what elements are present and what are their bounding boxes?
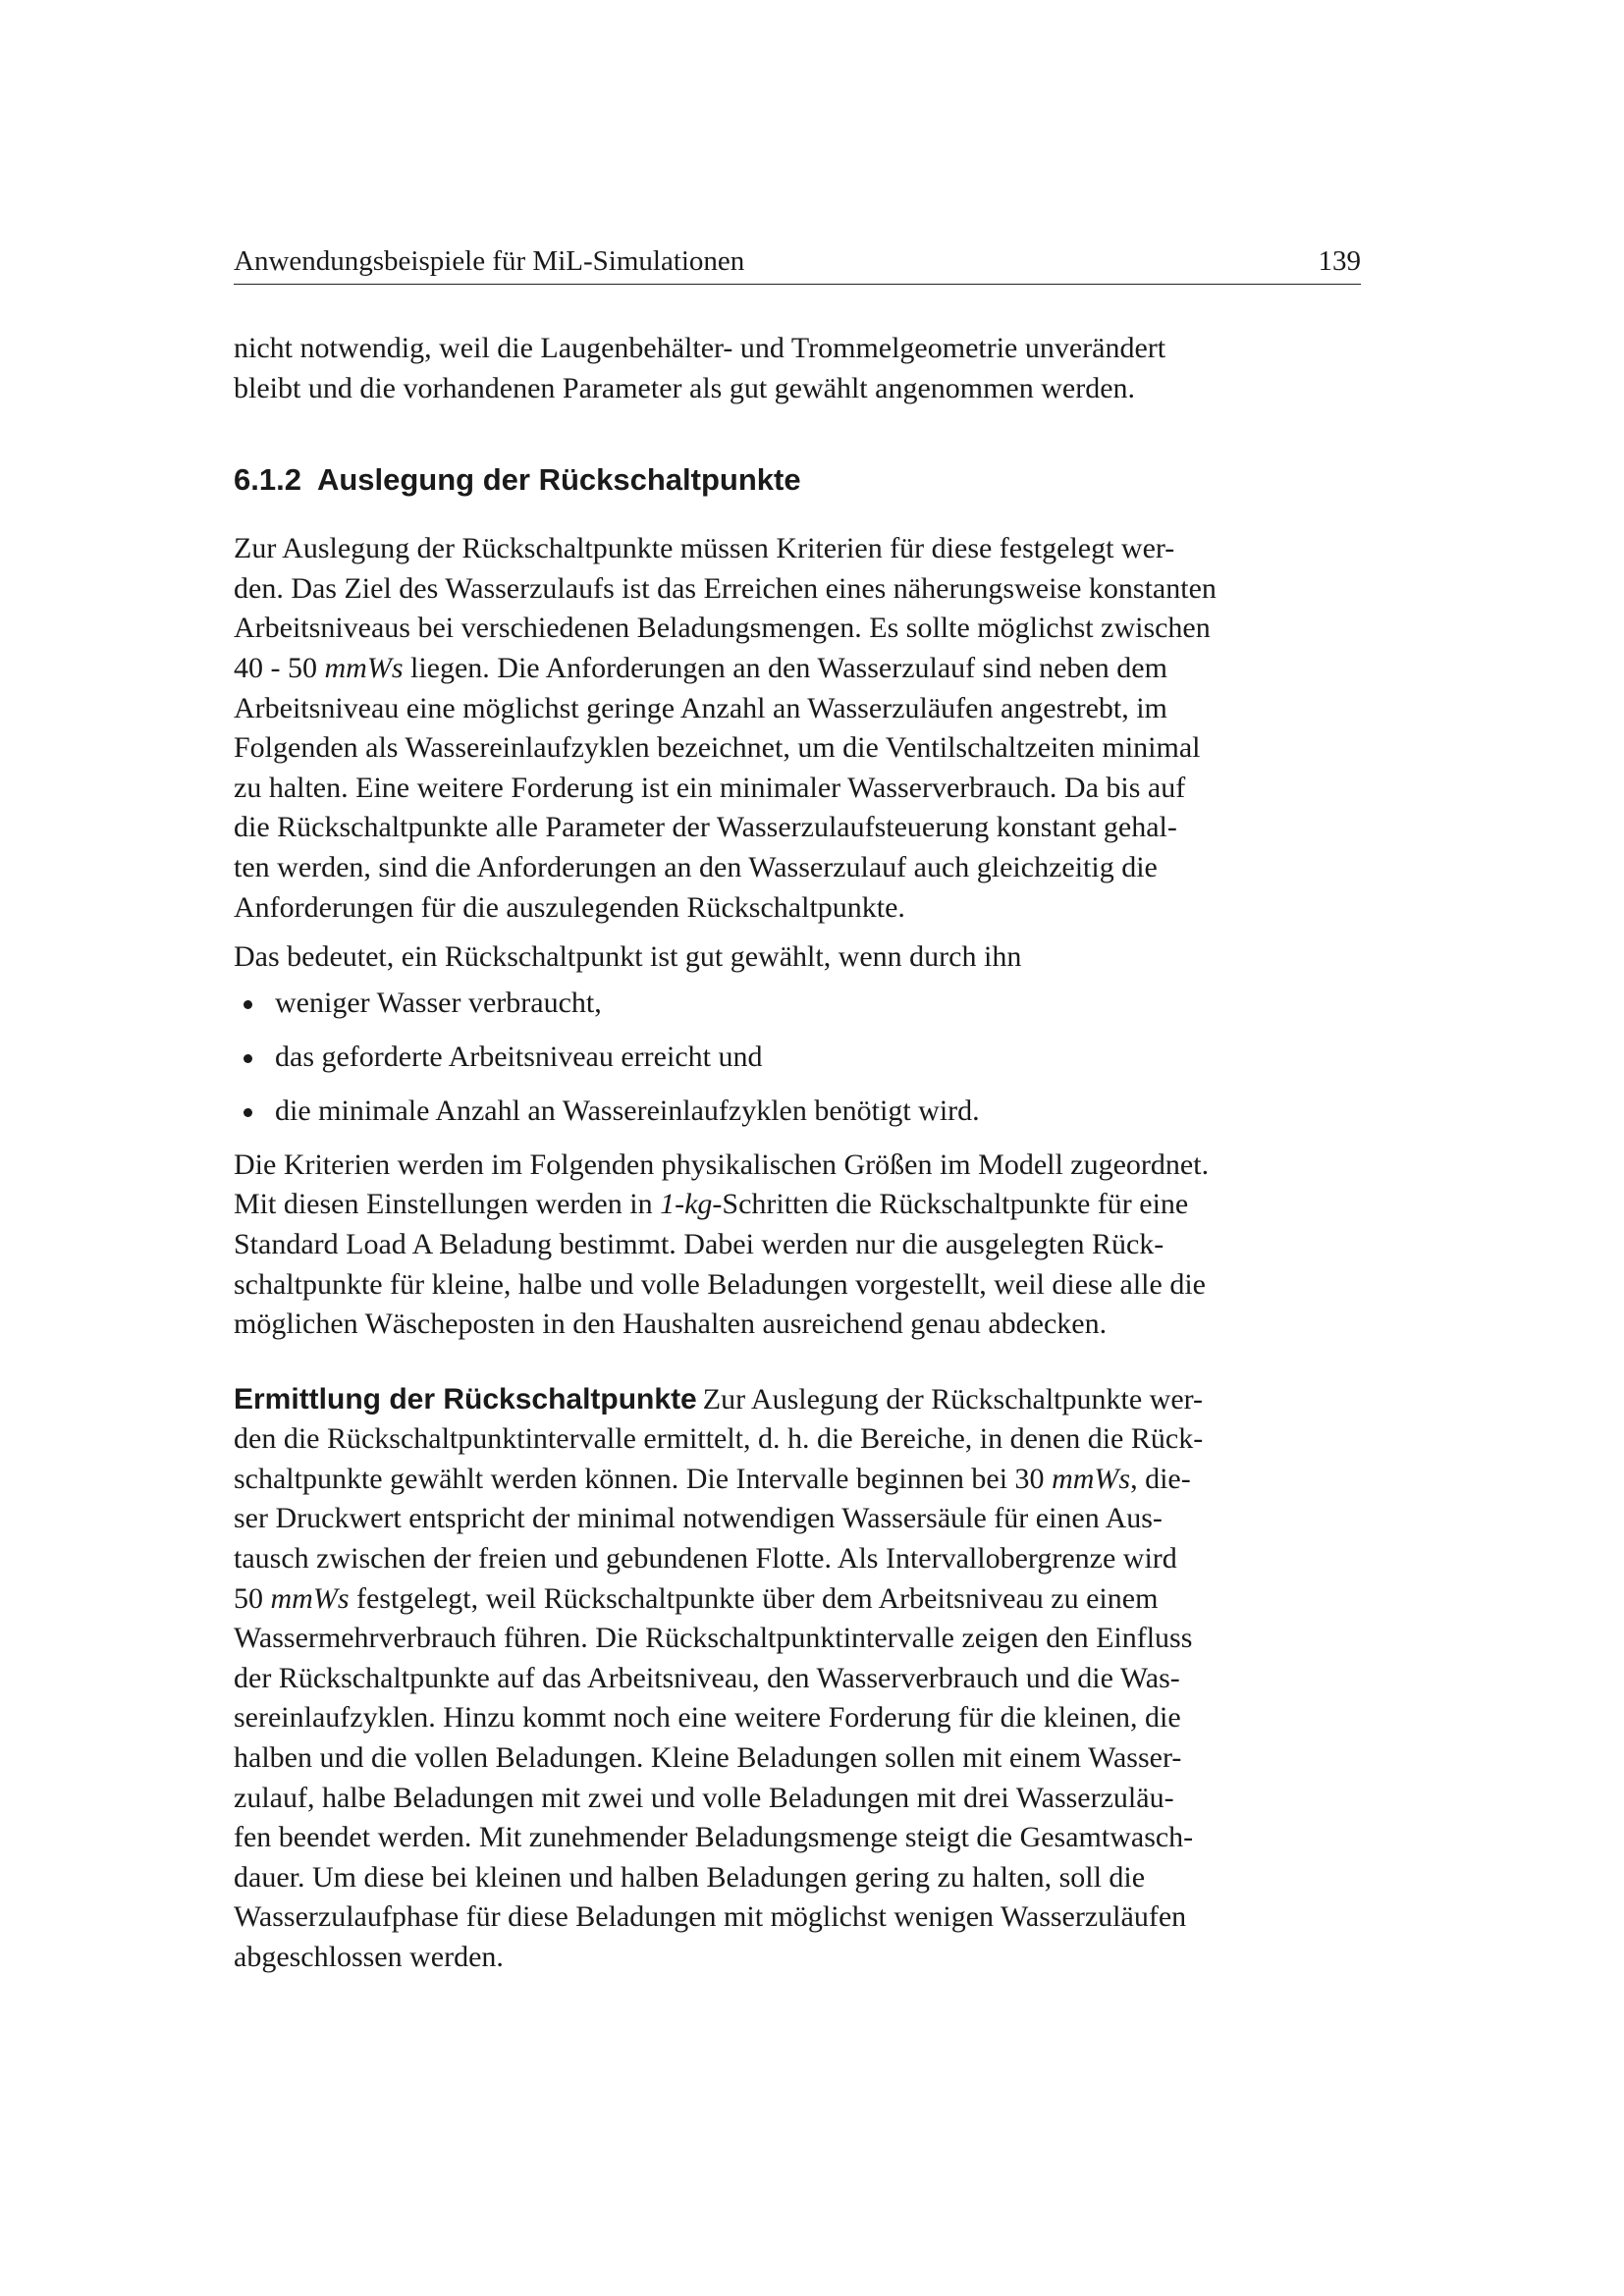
criteria-list: [234, 984, 1361, 1131]
paragraph-criteria: Zur Auslegung der Rückschaltpunkte müssen Kriterien für diese festgelegt wer- den. Das Ziel des Wasserzulaufs ist das Erreichen eines näherungsweise konstanten Arbeitsniveaus bei verschiedenen Beladungsmengen. Es sollte möglichst zwischen 40 - 50 mmWs liegen. Die Anforderungen an den Wasserzulauf sind neben dem Arbeitsniveau eine möglichst geringe Anzahl an Wasserzuläufen angestrebt, im Folgenden als Wassereinlaufzyklen bezeichnet, um die Ventilschaltzeiten minimal zu halten. Eine weitere Forderung ist ein minimaler Wasserverbrauch. Da bis auf die Rückschaltpunkte alle Parameter der Wasserzulaufsteuerung konstant gehal- ten werden, sind die Anforderungen an den Wasserzulauf auch gleichzeitig die Anforderungen für die auszulegenden Rückschaltpunkte.: [234, 532, 1217, 924]
paragraph-meaning: Das bedeutet, ein Rückschaltpunkt ist gut gewählt, wenn durch ihn: [234, 940, 1022, 974]
bullet-icon: [244, 1000, 252, 1009]
document-page: [234, 243, 1361, 1978]
paragraph-assignment: Die Kriterien werden im Folgenden physikalischen Größen im Modell zugeordnet. Mit diesen Einstellungen werden in 1-kg-Schritten die Rückschaltpunkte für eine Standard Load A Beladung bestimmt. Dabei werden nur die ausgelegten Rück- schaltpunkte für kleine, halbe und volle Beladungen vorgestellt, weil diese alle die möglichen Wäscheposten in den Haushalten ausreichend genau abdecken.: [234, 1148, 1210, 1341]
page-number: 139: [1318, 245, 1361, 277]
intro-paragraph: nicht notwendig, weil die Laugenbehälter- und Trommelgeometrie unverändert bleibt und die vorhandenen Parameter als gut gewählt angenommen werden.: [234, 332, 1166, 404]
list-item: das geforderte Arbeitsniveau erreicht und: [234, 1038, 1361, 1077]
paragraph-determination: Ermittlung der Rückschaltpunkte Zur Auslegung der Rückschaltpunkte wer- den die Rückschaltpunktintervalle ermittelt, d. h. die Bereiche, in denen die Rück- schaltpunkte gewählt werden können. Die Intervalle beginnen bei 30 mmWs, die- ser Druckwert entspricht der minimal notwendigen Wassersäule für einen Aus- tausch zwischen der freien und gebundenen Flotte. Als Intervallobergrenze wird 50 mmWs festgelegt, weil Rückschaltpunkte über dem Arbeitsniveau zu einem Wassermehrverbrauch führen. Die Rückschaltpunktintervalle zeigen den Einfluss der Rückschaltpunkte auf das Arbeitsniveau, den Wasserverbrauch und die Was- sereinlaufzyklen. Hinzu kommt noch eine weitere Forderung für die kleinen, die halben und die vollen Beladungen. Kleine Beladungen sollen mit einem Wasser- zulauf, halbe Beladungen mit zwei und volle Beladungen mit drei Wasserzuläu- fen beendet werden. Mit zunehmender Beladungsmenge steigt die Gesamtwasch- dauer. Um diese bei kleinen und halben Beladungen gering zu halten, soll die Wasserzulaufphase für diese Beladungen mit möglichst wenigen Wasserzuläufen abgeschlossen werden.: [234, 1382, 1204, 1973]
bullet-icon: [244, 1054, 252, 1063]
unit-kg: 1-kg: [660, 1188, 713, 1221]
unit-mmws: mmWs: [324, 651, 404, 684]
paragraph-heading: Ermittlung der Rückschaltpunkte: [234, 1382, 697, 1415]
running-head: [234, 243, 1361, 285]
list-item: weniger Wasser verbraucht,: [234, 984, 1361, 1023]
running-head-title: Anwendungsbeispiele für MiL-Simulationen: [234, 245, 745, 277]
section-title: Auslegung der Rückschaltpunkte: [316, 462, 801, 498]
bullet-icon: [244, 1108, 252, 1117]
section-heading: [234, 460, 1361, 500]
list-item: die minimale Anzahl an Wassereinlaufzyklen benötigt wird.: [234, 1092, 1361, 1131]
section-number: 6.1.2: [234, 462, 301, 498]
